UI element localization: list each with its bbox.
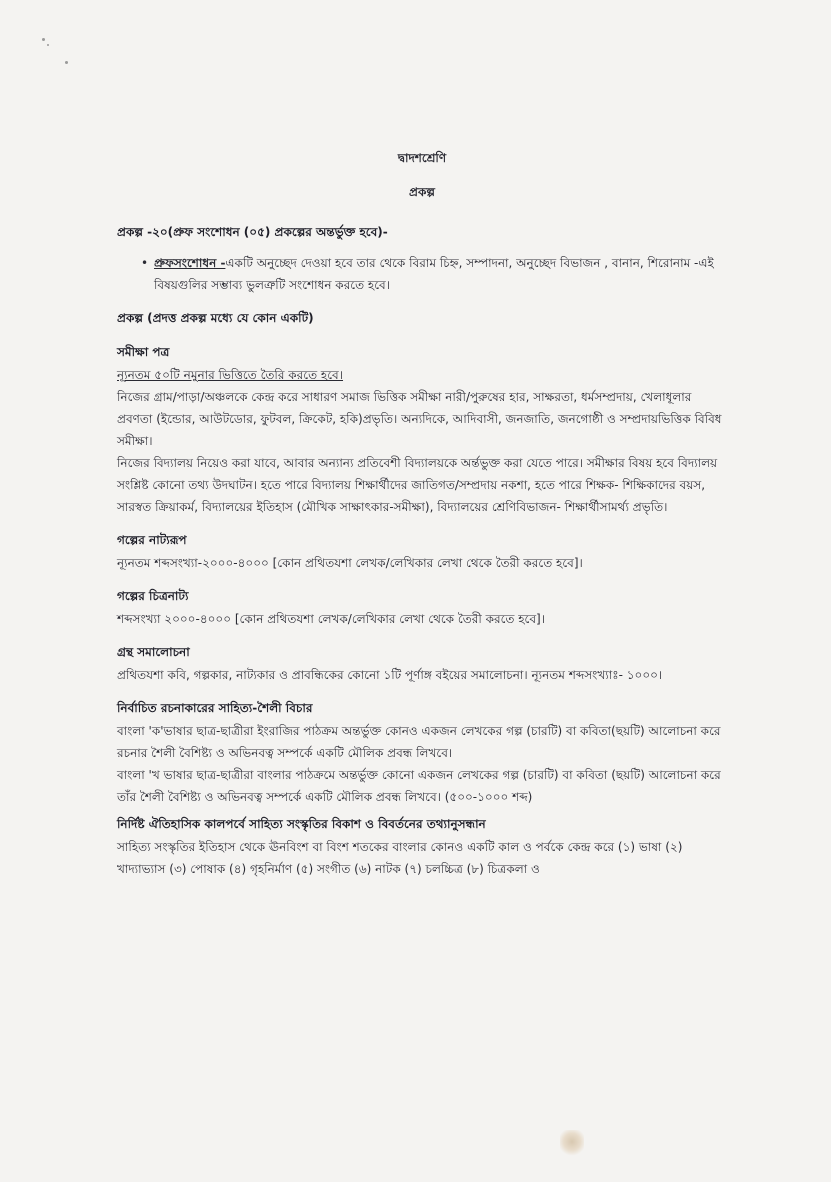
scan-speck [47, 44, 49, 46]
survey-heading: সমীক্ষা পত্র [117, 345, 170, 359]
bullet-dot-icon: • [141, 256, 149, 270]
history-heading: নির্দিষ্ট ঐতিহাসিক কালপর্বে সাহিত্য সংস্কৃতির বিকাশ ও বিবর্তনের তথ্যানুসন্ধান [117, 817, 486, 831]
document-body [117, 150, 727, 880]
style-para-kh: বাংলা 'খ ভাষার ছাত্র-ছাত্রীরা বাংলার পাঠক্রমে অন্তর্ভুক্ত কোনো একজন লেখকের গল্প (চারটি) বা কবিতা (ছয়টি) আলোচনা করে তাঁর শৈলী বৈশিষ্ট্য ও অভিনবত্ব সম্পর্কে একটি মৌলিক প্রবন্ধ লিখবে। (৫০০-১০০০ শব্দ) [117, 768, 721, 804]
survey-para-1: নিজের গ্রাম/পাড়া/অঞ্চলকে কেন্দ্র করে সাধারণ সমাজ ভিত্তিক সমীক্ষা নারী/পুরুষের হার, সাক্ষরতা, ধর্মসম্প্রদায়, খেলাধূলার প্রবণতা (ইন্ডোর, আউটডোর, ফুটবল, ক্রিকেট, হকি)প্রভৃতি। অন্যদিকে, আদিবাসী, জনজাতি, জনগোষ্ঠী ও সম্প্রদায়ভিত্তিক বিবিধ সমীক্ষা। [117, 390, 722, 448]
project-title: প্রকল্প [409, 185, 435, 199]
proof-bullet [117, 252, 727, 296]
scan-speck [65, 61, 68, 64]
style-heading: নির্বাচিত রচনাকারের সাহিত্য-শৈলী বিচার [117, 701, 313, 715]
style-para-k: বাংলা 'ক'ভাষার ছাত্র-ছাত্রীরা ইংরাজির পাঠক্রম অন্তর্ভুক্ত কোনও একজন লেখকের গল্প (চারটি) বা কবিতা(ছয়টি) আলোচনা করে রচনার শৈলী বৈশিষ্ট্য ও অভিনবত্ব সম্পর্কে একটি মৌলিক প্রবন্ধ লিখবে। [117, 724, 721, 760]
choose-heading: প্রকল্প (প্রদত্ত প্রকল্প মধ্যে যে কোন একটি) [117, 311, 314, 325]
review-text: প্রথিতযশা কবি, গল্পকার, নাট্যকার ও প্রাবন্ধিকের কোনো ১টি পূর্ণাঙ্গ বইয়ের সমালোচনা। ন্যূনতম শব্দসংখ্যাঃ- ১০০০। [117, 668, 663, 682]
proof-heading: প্রকল্প -২০(প্রুফ সংশোধন (০৫) প্রকল্পের অন্তর্ভুক্ত হবে)- [117, 225, 388, 239]
class-title: দ্বাদশশ্রেণি [397, 151, 447, 165]
survey-para-2: নিজের বিদ্যালয় নিয়েও করা যাবে, আবার অন্যান্য প্রতিবেশী বিদ্যালয়কে অর্ন্তভুক্ত করা যেতে পারে। সমীক্ষার বিষয় হবে বিদ্যালয় সংশ্লিষ্ট কোনো তথ্য উদঘাটন। হতে পারে বিদ্যালয় শিক্ষার্থীদের জাতিগত/সম্প্রদায় নকশা, হতে পারে শিক্ষক- শিক্ষিকাদের বয়স, সারস্বত ক্রিয়াকর্ম, বিদ্যালয়ের ইতিহাস (মৌখিক সাক্ষাৎকার-সমীক্ষা), বিদ্যালয়ের শ্রেণিবিভাজন- শিক্ষার্থীসামর্থ্য প্রভৃতি। [117, 456, 718, 514]
scan-speck [42, 38, 45, 41]
paper-stain [560, 1130, 584, 1156]
proof-bullet-lead: প্রুফসংশোধন - [154, 256, 226, 270]
review-heading: গ্রন্থ সমালোচনা [117, 645, 190, 659]
proof-bullet-text: একটি অনুচ্ছেদ দেওয়া হবে তার থেকে বিরাম চিহ্ন, সম্পাদনা, অনুচ্ছেদ বিভাজন , বানান, শিরোনাম -এই বিষয়গুলির সম্ভাব্য ভুলত্রুটি সংশোধন করতে হবে। [154, 256, 714, 292]
survey-min-note: ন্যূনতম ৫০টি নমুনার ভিত্তিতে তৈরি করতে হবে। [117, 368, 344, 382]
history-text: সাহিত্য সংস্কৃতির ইতিহাস থেকে ঊনবিংশ বা বিংশ শতকের বাংলার কোনও একটি কাল ও পর্বকে কেন্দ্র করে (১) ভাষা (২) খাদ্যাভ্যাস (৩) পোষাক (৪) গৃহনির্মাণ (৫) সংগীত (৬) নাটক (৭) চলচ্চিত্র (৮) চিত্রকলা ও [117, 840, 683, 876]
screenplay-heading: গল্পের চিত্রনাট্য [117, 589, 189, 603]
drama-heading: গল্পের নাট্যরূপ [117, 533, 187, 547]
screenplay-text: শব্দসংখ্যা ২০০০-৪০০০ [কোন প্রথিতযশা লেখক/লেখিকার লেখা থেকে তৈরী করতে হবে]। [117, 612, 546, 626]
drama-text: ন্যূনতম শব্দসংখ্যা-২০০০-৪০০০ [কোন প্রথিতযশা লেখক/লেখিকার লেখা থেকে তৈরী করতে হবে]। [117, 556, 583, 570]
